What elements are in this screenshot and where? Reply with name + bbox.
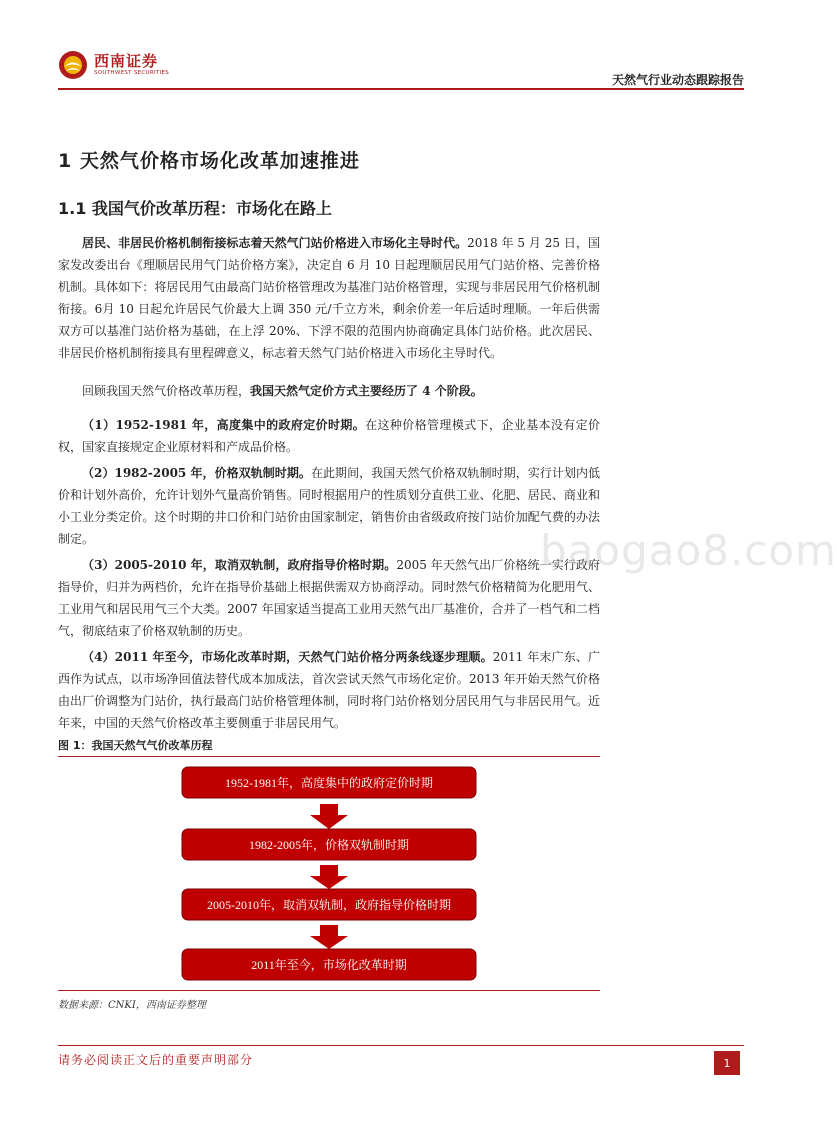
logo-icon	[58, 50, 88, 80]
paragraph-stage-1	[58, 414, 600, 458]
paragraph-1	[58, 232, 600, 364]
stage-3-lead: （3）2005-2010 年，取消双轨制，政府指导价格时期。	[82, 558, 397, 572]
paragraph-1-lead: 居民、非居民价格机制衔接标志着天然气门站价格进入市场化主导时代。	[82, 236, 468, 250]
stage-box-2	[182, 829, 476, 860]
stage-1-body: 在这种价格管理模式下，企业基本没有定价权，国家直接规定企业原材料和产成品价格。	[58, 418, 600, 454]
stage-2-lead: （2）1982-2005 年，价格双轨制时期。	[82, 466, 311, 480]
stage-4-lead: （4）2011 年至今，市场化改革时期，天然气门站价格分两条线逐步理顺。	[82, 650, 493, 664]
reform-flowchart	[58, 757, 600, 989]
arrow-down-icon	[310, 865, 348, 889]
stage-3-body: 2005 年天然气出厂价格统一实行政府指导价，归并为两档价，允许在指导价基础上根据供需双方协商浮动。同时然气价格精简为化肥用气、工业用气和居民用气三个大类。2007 年国家适当提高工业用天然气出厂基准价，合并了一档气和二档气，彻底结束了价格双轨制的历史。	[58, 558, 600, 638]
paragraph-2	[58, 380, 600, 402]
paragraph-stage-3	[58, 554, 600, 642]
figure-title: 图 1：我国天然气气价改革历程	[58, 739, 213, 752]
paragraph-2-body: 回顾我国天然气价格改革历程，	[82, 384, 251, 398]
subsection-heading: 1.1 我国气价改革历程：市场化在路上	[58, 199, 332, 218]
stage-label-1: 1952-1981年，高度集中的政府定价时期	[225, 776, 433, 790]
stage-box-1	[182, 767, 476, 798]
report-type: 天然气行业动态跟踪报告	[611, 73, 744, 87]
brand-name-en: SOUTHWEST SECURITIES	[94, 69, 170, 76]
arrow-down-icon	[310, 804, 348, 829]
page-header	[58, 44, 744, 90]
stage-label-4: 2011年至今，市场化改革时期	[251, 958, 407, 972]
footer-disclaimer: 请务必阅读正文后的重要声明部分	[58, 1053, 254, 1067]
brand-logo	[58, 50, 169, 80]
section-heading: 1 天然气价格市场化改革加速推进	[58, 150, 360, 172]
figure-source: 数据来源：CNKI，西南证券整理	[58, 1000, 206, 1011]
stage-2-body: 在此期间，我国天然气价格双轨制时期，实行计划内低价和计划外高价，允许计划外气量高价销售。同时根据用户的性质划分直供工业、化肥、居民、商业和小工业分类定价。这个时期的井口价和门站价由国家制定，销售价由省级政府按门站价加配气费的办法制定。	[58, 466, 600, 546]
stage-box-4	[182, 949, 476, 980]
stage-1-lead: （1）1952-1981 年，高度集中的政府定价时期。	[82, 418, 366, 432]
figure-bottom-rule	[58, 990, 600, 991]
footer-divider	[58, 1045, 744, 1046]
arrow-down-icon	[310, 925, 348, 949]
stage-label-2: 1982-2005年，价格双轨制时期	[249, 838, 409, 852]
paragraph-1-body: 2018 年 5 月 25 日，国家发改委出台《理顺居民用气门站价格方案》，决定自 6 月 10 日起理顺居民用气门站价格、完善价格机制。具体如下：将居民用气由最高门站价格管理改为基准门站价格管理，实现与非居民用气价格机制衔接。6月 10 日起允许居民气价最大上调 350 元/千立方米，剩余价差一年后适时理顺。一年后供需双方可以基准门站价格为基础，在上浮 20%、下浮不限的范围内协商确定具体门站价格。此次居民、非居民价格机制衔接具有里程碑意义，标志着天然气门站价格进入市场化主导时代。	[58, 236, 600, 360]
header-divider	[58, 88, 744, 90]
stage-label-3: 2005-2010年，取消双轨制，政府指导价格时期	[207, 898, 451, 912]
paragraph-2-lead: 我国天然气定价方式主要经历了 4 个阶段。	[250, 384, 483, 398]
paragraph-stage-2	[58, 462, 600, 550]
stage-box-3	[182, 889, 476, 920]
brand-name-cn: 西南证券	[94, 51, 159, 70]
stage-4-body: 2011 年末广东、广西作为试点，以市场净回值法替代成本加成法，首次尝试天然气市场化定价。2013 年开始天然气价格由出厂价调整为门站价，执行最高门站价格管理体制，同时将门站价格划分居民用气与非居民用气。近年来，中国的天然气价格改革主要侧重于非居民用气。	[58, 650, 600, 730]
paragraph-stage-4	[58, 646, 600, 734]
page-number: 1	[714, 1051, 740, 1075]
watermark: baogao8.com	[540, 526, 837, 575]
